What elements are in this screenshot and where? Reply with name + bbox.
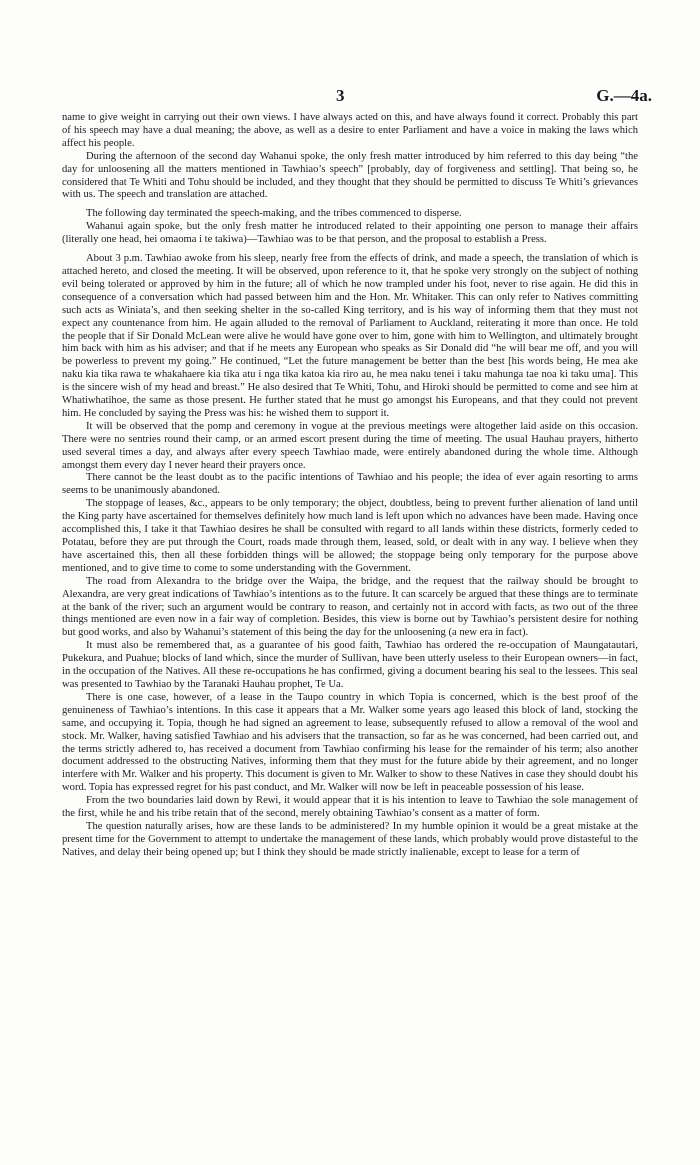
page-number: 3	[336, 86, 345, 105]
paragraph: During the afternoon of the second day Wahanui spoke, the only fresh matter introduced by him referred to this day being “the day for unloosening all the matters mentioned in Tawhiao’s speech” [probably, day of forgiveness and settling]. That being so, he considered that Te Whiti and Tohu should be included, and they thought that they should be permitted to discuss Te Whiti’s grievances with us. The speech and translation are attached.	[62, 150, 638, 201]
paragraph: The following day terminated the speech-making, and the tribes commenced to disperse.	[86, 208, 462, 220]
paragraph: It must also be remembered that, as a guarantee of his good faith, Tawhiao has ordered the re-occupation of Maungatautari, Pukekura, and Puahue; blocks of land which, since the murder of Sullivan, have been utterly useless to their European owners—in fact, in the occupation of the Natives. All these re-occupations he has confirmed, giving a document bearing his seal to the lessees. This seal was presented to Tawhiao by the Taranaki Hauhau prophet, Te Ua.	[62, 640, 638, 690]
paragraph: About 3 p.m. Tawhiao awoke from his sleep, nearly free from the effects of drink, and made a speech, the translation of which is attached hereto, and closed the meeting. It will be observed, upon reference to it, that he spoke very strongly on the subject of nothing evil being tolerated or approved by him in the future; all of which he now trampled under his foot, never to rise again. He did this in consequence of a conversation which had passed between him and the Hon. Mr. Whitaker. This can only refer to Natives committing such acts as Winiata’s, and then seeking shelter in the so-called King territory, and is his way of informing them that they must not expect any countenance from him. He again alluded to the removal of Parliament to Auckland, reiterating it more than once. He told the people that if Sir Donald McLean were alive he would have gone over to him, gone with him to Wellington, and ultimately brought him back with him as his adviser; and that if he meets any European who speaks as Sir Donald did “he will bear me off, and you will be powerless to prevent my going.” He continued, “Let the future management be better than the best [his words being, He mea ake naku kia tika rawa te whakahaere kia tika atu i nga tika katoa kia riro au, he mea naku tenei i taku mahunga tae noa ki taku uma]. This is the sincere wish of my head and breast.” He also desired that Te Whiti, Tohu, and Hiroki should be permitted to come and see him at Whatiwhatihoe, the same as those present. He further stated that he must go amongst his Europeans, and that they could not prevent him. He concluded by saying the Press was his: he wished them to support it.	[62, 253, 638, 419]
paragraph: The stoppage of leases, &c., appears to be only temporary; the object, doubtless, being to prevent further alienation of land until the King party have ascertained for themselves definitely how much land is left upon which no advances have been made. Having once accomplished this, I take it that Tawhiao desires he shall be consulted with regard to all lands within these districts, formerly ceded to Potatau, before they are put through the Court, roads made through them, leased, sold, or dealt with in any way. I believe when they have ascertained this, then all these forbidden things will be allowed; the stoppage being only temporary for the purpose above mentioned, and to give time to come to some understanding with the Government.	[62, 498, 638, 574]
paragraph: There is one case, however, of a lease in the Taupo country in which Topia is concerned, which is the best proof of the genuineness of Tawhiao’s intentions. In this case it appears that a Mr. Walker some years ago leased this block of land, stocking the same, and occupying it. Topia, though he had signed an agreement to lease, subsequently refused to allow a removal of the wool and stock. Mr. Walker, having satisfied Tawhiao and his advisers that the transaction, so far as he was concerned, had been carried out, and the terms strictly adhered to, has received a document from Tawhiao confirming his lease for the remainder of his term; also another document addressed to the obstructing Natives, informing them that they must for the future abide by their agreement, and no longer interfere with Mr. Walker and his property. This document is given to Mr. Walker to show to these Natives in case they should doubt his word. Topia has expressed regret for his past conduct, and Mr. Walker will now be left in peaceable possession of his lease.	[62, 691, 638, 794]
paragraph: name to give weight in carrying out their own views. I have always acted on this, and have always found it correct. Probably this part of his speech may have a dual meaning; the above, as well as a desire to enter Parliament and have a voice in making the laws which affect his people.	[62, 112, 638, 149]
body-text	[62, 112, 638, 860]
page-header	[0, 86, 700, 106]
paragraph: The road from Alexandra to the bridge over the Waipa, the bridge, and the request that the railway should be brought to Alexandra, are very great indications of Tawhiao’s intentions as to the future. It can scarcely be argued that these things are to terminate at the bank of the river; such an argument would be contrary to reason, and certainly not in accord with facts, as two out of the three things mentioned are even now in a fair way of completion. Besides, this view is borne out by Tawhiao’s persistent desire for nothing but good works, and also by Wahanui’s statement of this being the day for the unloosening (a new era in fact).	[62, 575, 638, 639]
paragraph: The question naturally arises, how are these lands to be administered? In my humble opinion it would be a great mistake at the present time for the Government to attempt to undertake the management of these lands, which probably would prove distasteful to the Natives, and delay their being opened up; but I think they should be made strictly inalienable, except to lease for a term of	[62, 820, 638, 858]
paragraph: There cannot be the least doubt as to the pacific intentions of Tawhiao and his people; the idea of ever again resorting to arms seems to be unanimously abandoned.	[62, 472, 638, 497]
paragraph: It will be observed that the pomp and ceremony in vogue at the previous meetings were altogether laid aside on this occasion. There were no sentries round their camp, or an armed escort present during the time of meeting. The usual Hauhau prayers, hitherto used several times a day, and always after every speech Tawhiao made, were entirely abandoned during the whole time. Although amongst them every day I never heard their prayers once.	[62, 420, 638, 471]
document-reference: G.—4a.	[596, 86, 652, 105]
paragraph: From the two boundaries laid down by Rewi, it would appear that it is his intention to leave to Tawhiao the sole management of the first, while he and his tribe retain that of the second, merely obtaining Tawhiao’s consent as a matter of form.	[62, 795, 638, 820]
paragraph: Wahanui again spoke, but the only fresh matter he introduced related to their appointing one person to manage their affairs (literally one head, hei omaoma i te takiwa)—Tawhiao was to be that person, and the proposal to establish a Press.	[62, 221, 638, 246]
